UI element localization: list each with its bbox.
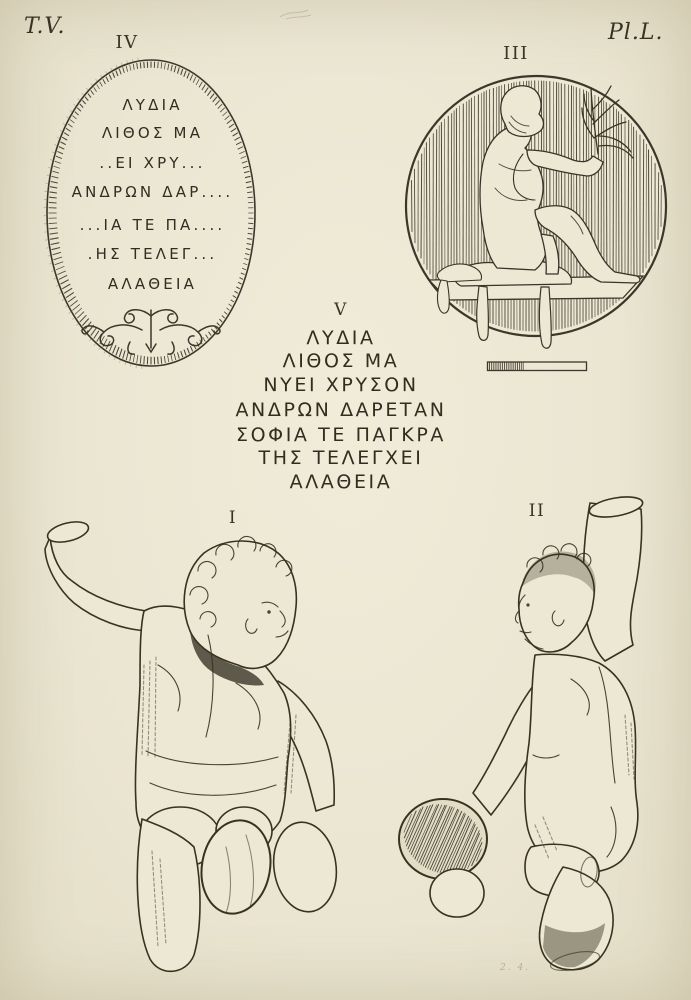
forearm-stump [268, 818, 340, 916]
inscription-line: ΛΙΘΟΣ ΜΑ [282, 350, 400, 372]
inscription-v-label: V [334, 300, 348, 320]
figure-head [501, 86, 544, 137]
inscription-line: ΤΗΣ ΤΕΛΕΓΧΕΙ [258, 447, 424, 469]
paper-smudge [278, 6, 318, 22]
inscription-line: ..ΕΙ ΧΡΥ... [99, 154, 206, 172]
inscription-line: ΛΙΘΟΣ ΜΑ [101, 124, 204, 142]
inscription-line: ΑΛΑΘΕΙΑ [289, 471, 393, 493]
plate-number-label: Pl.L. [608, 20, 664, 45]
discobolus-torso-back-view-engraving [40, 515, 340, 975]
inscription-line: ΣΟΦΙΑ ΤΕ ΠΑΓΚΡΑ [236, 424, 446, 446]
engraver-mark: 2. 4. [500, 963, 531, 973]
inscription-line: ΛΥΔΙΑ [122, 96, 183, 114]
inscription-line: ΑΛΑΘΕΙΑ [107, 275, 198, 293]
gem-iii-label: III [503, 43, 529, 64]
arm-cut-section [45, 518, 90, 546]
inscription-line: .ΗΣ ΤΕΛΕΓ... [87, 245, 218, 263]
eye [526, 603, 529, 606]
inscription-line: ΑΝΔΡΩΝ ΔΑΡΕΤΑΝ [235, 399, 447, 421]
scale-bar [486, 358, 592, 376]
inscription-line: ΝΥΕΙ ΧΡΥΣΟΝ [263, 374, 419, 396]
figure-ii-label: II [528, 501, 546, 521]
discobolus-figure-side-view-engraving [385, 495, 675, 975]
inscription-line: ...ΙΑ ΤΕ ΠΑ.... [79, 216, 226, 234]
hand-knee-below-discus [430, 869, 484, 917]
gem-iv-label: IV [115, 32, 139, 53]
raised-arm-truncated [45, 537, 152, 631]
eye [267, 610, 270, 613]
figure-i-label: I [228, 508, 238, 528]
inscription-line: ΑΝΔΡΩΝ ΔΑΡ.... [71, 183, 234, 201]
inscription-line: ΛΥΔΙΑ [306, 327, 376, 349]
tome-label: T.V. [24, 14, 66, 39]
round-gem-seated-figure-engraving [395, 58, 685, 358]
